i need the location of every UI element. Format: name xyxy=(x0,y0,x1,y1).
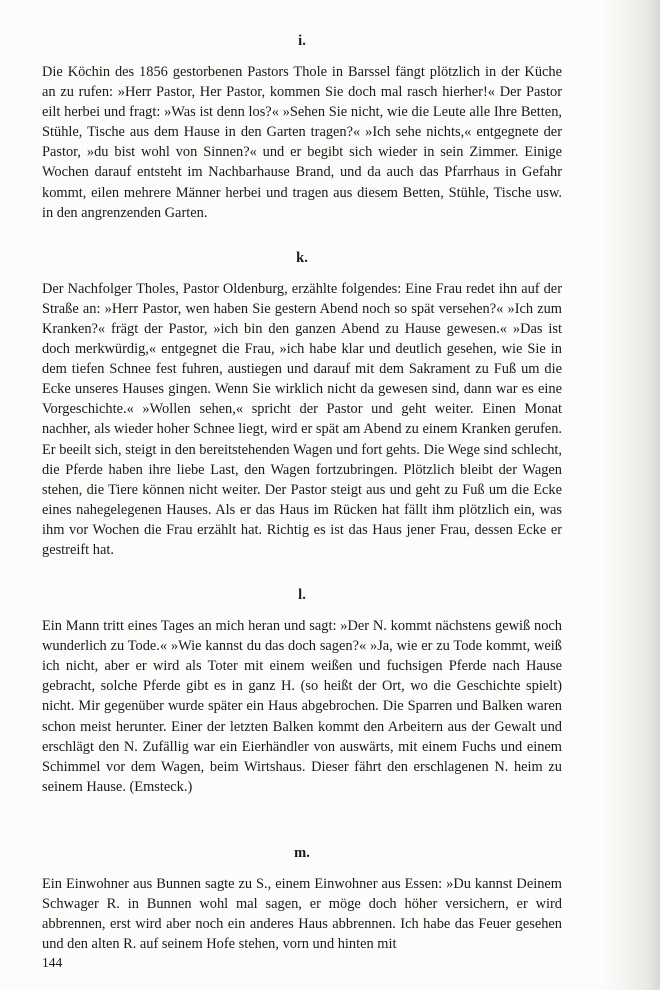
section-heading-m: m. xyxy=(294,844,310,861)
section-paragraph-m: Ein Einwohner aus Bunnen sagte zu S., einem Einwohner aus Essen: »Du kannst Deinem Schwager R. in Bunnen wohl mal sagen, er möge doch höher versichern, er wird abbrennen, erst wird aber noch ein anderes Haus abbrennen. Ich habe das Feuer gesehen und den alten R. auf seinem Hofe stehen, vorn und hinten mit xyxy=(42,875,562,953)
section-paragraph-l: Ein Mann tritt eines Tages an mich heran und sagt: »Der N. kommt nächstens gewiß noch wunderlich zu Tode.« »Wie kannst du das doch sagen?« »Ja, wie er zu Tode kommt, weiß ich nicht, aber er wird als Toter mit einem weißen und fuchsigen Pferde nach Hause gebracht, solche Pferde gibt es in ganz H. (so heißt der Ort, wo die Geschichte spielt) nicht. Mir gegenüber wurde später ein Haus abgebrochen. Die Sparren und Balken waren schon meist herunter. Einer der letzten Balken kommt den Arbeitern aus der Gewalt und erschlägt den N. Zufällig war ein Eierhändler von auswärts, mit einem Fuchs und einem Schimmel vor dem Wagen, beim Wirtshaus. Dieser fährt den erschlagenen N. heim zu seinem Hause. (Emsteck.) xyxy=(42,618,562,795)
text-block xyxy=(42,32,562,954)
section-paragraph-i: Die Köchin des 1856 gestorbenen Pastors Thole in Barssel fängt plötzlich in der Küche an zu rufen: »Herr Pastor, Her Pastor, kommen Sie doch mal rasch hierher!« Der Pastor eilt herbei und fragt: »Was ist denn los?« »Sehen Sie nicht, wie die Leute alle Ihre Betten, Stühle, Tische aus dem Hause in den Garten tragen?« »Ich sehe nichts,« entgegnete der Pastor, »du bist wohl von Sinnen?« und er begibt sich wieder in sein Zimmer. Einige Wochen darauf entsteht im Nachbarhause Brand, und da auch das Pfarrhaus in Gefahr kommt, eilen mehrere Männer herbei und tragen aus diesem Betten, Stühle, Tische usw. in den angrenzenden Garten. xyxy=(42,64,562,221)
section-heading-l: l. xyxy=(298,587,306,604)
page-number: 144 xyxy=(42,955,63,970)
section-heading-i: i. xyxy=(298,33,306,49)
section-paragraph-k: Der Nachfolger Tholes, Pastor Oldenburg, erzählte folgendes: Eine Frau redet ihn auf der Straße an: »Herr Pastor, wen haben Sie gestern Abend noch so spät versehen?« »Ich zum Kranken?« frägt der Pastor, »ich bin den ganzen Abend zu Hause gewesen.« »Das ist doch merkwürdig,« entgegnet die Frau, »ich habe klar und deutlich gesehen, wie Sie in dem tiefen Schnee fest fuhren, austiegen und darauf mit dem Sakrament zu Fuß um die Ecke unseres Hauses gingen. Wenn Sie wirklich nicht da gewesen sind, dann war es eine Vorgeschichte.« »Wollen sehen,« spricht der Pastor und geht weiter. Einen Monat nachher, als wieder hoher Schnee liegt, wird er spät am Abend zu einem Kranken gerufen. Er beeilt sich, steigt in den bereitstehenden Wagen und fort gehts. Die Wege sind schlecht, die Pferde haben ihre liebe Last, den Wagen fortzubringen. Plötzlich bleibt der Wagen stehen, die Tiere können nicht weiter. Der Pastor steigt aus und geht zu Fuß um die Ecke eines nahegelegenen Hauses. Als er das Haus im Rücken hat fällt ihm plötzlich ein, was ihm vor Wochen die Frau erzählt hat. Richtig es ist das Haus jener Frau, dessen Ecke er gestreift hat. xyxy=(42,280,562,558)
section-heading-k: k. xyxy=(296,249,308,266)
page-edge-shadow xyxy=(602,0,660,990)
